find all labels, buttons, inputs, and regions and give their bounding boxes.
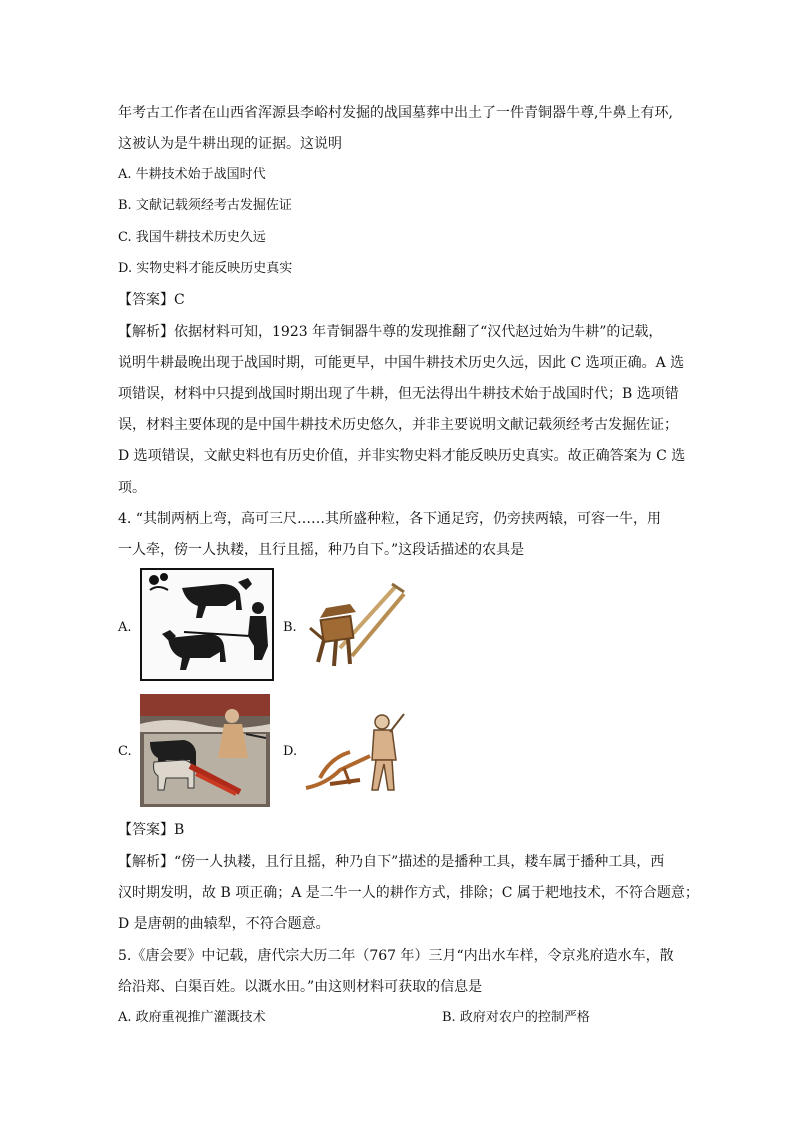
q4-label-d: D. bbox=[283, 744, 298, 759]
q4-label-b: B. bbox=[283, 620, 297, 635]
q3-analysis-line-2: 说明牛耕最晚出现于战国时期，可能更早，中国牛耕技术历史久远，因此 C 选项正确。A 选 bbox=[118, 355, 685, 371]
q3-analysis-line-3: 项错误，材料中只提到战国时期出现了牛耕，但无法得出牛耕技术始于战国时代；B 选项错 bbox=[118, 386, 679, 402]
q3-analysis-line-6: 项。 bbox=[118, 480, 146, 496]
q4-label-c: C. bbox=[118, 744, 132, 759]
q3-option-c: C. 我国牛耕技术历史久远 bbox=[118, 230, 266, 245]
harrowing-mural-image bbox=[140, 694, 270, 807]
curved-shaft-plough-image bbox=[300, 708, 412, 796]
q4-stem-line-1: 4. “其制两柄上弯，高可三尺……其所盛种粒，各下通足窍，仍旁挟两辕，可容一牛，用 bbox=[118, 511, 661, 527]
q4-analysis-line-3: D 是唐朝的曲辕犁，不符合题意。 bbox=[118, 916, 330, 932]
q5-stem-line-1: 5.《唐会要》中记载，唐代宗大历二年（767 年）三月“内出水车样，令京兆府造水车，散 bbox=[118, 948, 674, 964]
q3-stem-line-2: 这被认为是牛耕出现的证据。这说明 bbox=[118, 136, 342, 152]
q3-option-b: B. 文献记载须经考古发掘佐证 bbox=[118, 198, 292, 213]
q3-analysis-line-4: 误，材料主要体现的是中国牛耕技术历史悠久，并非主要说明文献记载须经考古发掘佐证； bbox=[118, 417, 678, 433]
q4-analysis-line-2: 汉时期发明，故 B 项正确；A 是二牛一人的耕作方式，排除；C 属于耙地技术，不符合题意； bbox=[118, 885, 699, 901]
q4-analysis-line-1: 【解析】“傍一人执耧，且行且摇，种乃自下”描述的是播种工具，耧车属于播种工具，西 bbox=[118, 854, 665, 870]
q3-analysis-line-5: D 选项错误，文献史料也有历史价值，并非实物史料才能反映历史真实。故正确答案为 C 选 bbox=[118, 448, 686, 464]
q4-stem-line-2: 一人牵，傍一人执耧，且行且摇，种乃自下。”这段话描述的农具是 bbox=[118, 542, 525, 558]
q3-analysis-line-1: 【解析】依据材料可知，1923 年青铜器牛尊的发现推翻了“汉代赵过始为牛耕”的记载， bbox=[118, 324, 663, 340]
q5-stem-line-2: 给沿郑、白渠百姓。以溉水田。”由这则材料可获取的信息是 bbox=[118, 979, 483, 995]
q3-option-a: A. 牛耕技术始于战国时代 bbox=[118, 167, 266, 182]
q3-answer: 【答案】C bbox=[118, 292, 185, 308]
q5-option-b: B. 政府对农户的控制严格 bbox=[442, 1010, 590, 1025]
q3-stem-line-1: 年考古工作者在山西省浑源县李峪村发掘的战国墓葬中出土了一件青铜器牛尊,牛鼻上有环, bbox=[118, 105, 673, 121]
q5-option-a: A. 政府重视推广灌溉技术 bbox=[118, 1010, 266, 1025]
q4-label-a: A. bbox=[118, 620, 132, 635]
seed-drill-image bbox=[300, 578, 406, 672]
q3-option-d: D. 实物史料才能反映历史真实 bbox=[118, 261, 293, 276]
ox-plough-rubbing-image bbox=[140, 568, 274, 681]
q4-answer: 【答案】B bbox=[118, 822, 185, 838]
